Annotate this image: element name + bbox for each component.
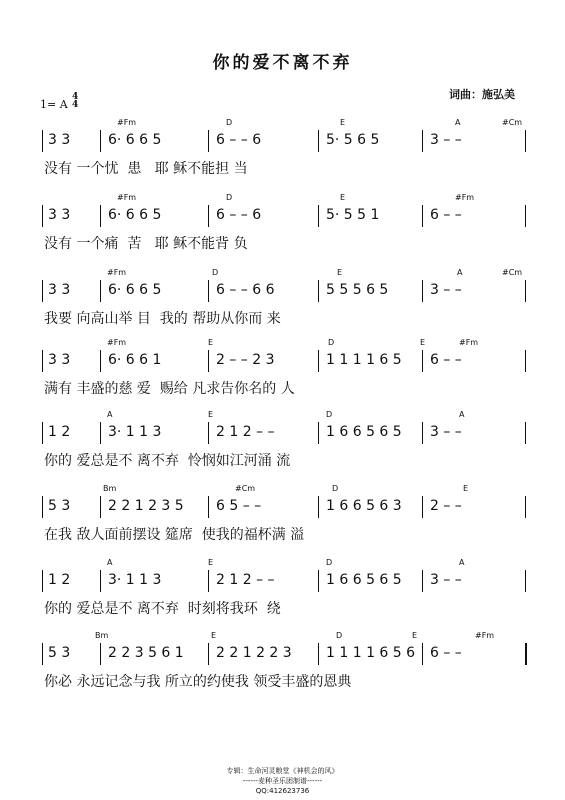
bar-line xyxy=(42,350,43,372)
bar-line xyxy=(422,205,423,227)
lyric-line: 在我 敌人面前摆设 筵席 使我的福杯满 溢 xyxy=(44,527,305,543)
chord-symbol: E xyxy=(211,631,217,640)
chord-symbol: E xyxy=(420,338,426,347)
bar-line xyxy=(208,570,209,592)
bar-line xyxy=(100,643,101,665)
bar-line xyxy=(100,496,101,518)
measure-notes: 2 – – 2 3 xyxy=(216,352,275,368)
chord-symbol: E xyxy=(340,193,346,202)
chord-symbol: E xyxy=(337,268,343,277)
composer-credit: 词曲：施弘美 xyxy=(449,88,515,101)
bar-line xyxy=(525,350,526,372)
chord-symbol: #Fm xyxy=(117,118,137,127)
bar-line xyxy=(318,643,319,665)
measure-notes: 1 1 1 1 6 5 xyxy=(326,352,402,368)
bar-line xyxy=(42,422,43,444)
measure-notes: 6 – – xyxy=(430,645,462,661)
measure-notes: 3 3 xyxy=(48,132,71,148)
measure-notes: 3 – – xyxy=(430,572,462,588)
measure-notes: 2 1 2 – – xyxy=(216,572,275,588)
measure-notes: 1 6 6 5 6 3 xyxy=(326,498,402,514)
measure-notes: 6 – – xyxy=(430,207,462,223)
time-signature-top: 4 xyxy=(72,92,79,102)
chord-symbol: #Fm xyxy=(475,631,495,640)
measure-notes: 6 – – 6 xyxy=(216,132,262,148)
chord-symbol: D xyxy=(226,193,233,202)
chord-symbol: D xyxy=(212,268,219,277)
bar-line xyxy=(208,643,209,665)
measure-notes: 3 3 xyxy=(48,352,71,368)
bar-line xyxy=(208,280,209,302)
footer-contact: QQ:412623736 xyxy=(255,787,310,795)
bar-line xyxy=(208,130,209,152)
bar-line xyxy=(42,130,43,152)
measure-notes: 6 – – xyxy=(430,352,462,368)
bar-line xyxy=(42,643,43,665)
bar-line xyxy=(318,570,319,592)
measure-notes: 3· 1 1 3 xyxy=(108,424,162,440)
chord-symbol: E xyxy=(340,118,346,127)
chord-symbol: Bm xyxy=(103,484,117,493)
bar-line xyxy=(318,496,319,518)
bar-line xyxy=(422,350,423,372)
measure-notes: 5 3 xyxy=(48,645,71,661)
chord-symbol: #Cm xyxy=(235,484,256,493)
measure-notes: 1 6 6 5 6 5 xyxy=(326,572,402,588)
bar-line xyxy=(100,205,101,227)
chord-symbol: E xyxy=(208,338,214,347)
measure-notes: 6· 6 6 5 xyxy=(108,282,162,298)
chord-symbol: E xyxy=(412,631,418,640)
bar-line xyxy=(100,422,101,444)
chord-symbol: D xyxy=(328,338,335,347)
bar-line xyxy=(208,205,209,227)
chord-symbol: #Fm xyxy=(107,338,127,347)
measure-notes: 3 – – xyxy=(430,132,462,148)
bar-line xyxy=(42,205,43,227)
footer-credit: ------麦种圣乐团制谱------ xyxy=(242,777,323,785)
bar-line xyxy=(208,350,209,372)
bar-line xyxy=(318,130,319,152)
bar-line xyxy=(525,205,526,227)
measure-notes: 6· 6 6 5 xyxy=(108,207,162,223)
bar-line xyxy=(525,280,526,302)
bar-line xyxy=(422,643,423,665)
bar-line xyxy=(100,350,101,372)
bar-line xyxy=(422,422,423,444)
time-signature xyxy=(72,93,78,109)
lyric-line: 你必 永远记念与我 所立的约使我 领受丰盛的恩典 xyxy=(44,674,352,690)
bar-line xyxy=(42,570,43,592)
lyric-line: 你的 爱总是不 离不弃 怜悯如江河涌 流 xyxy=(44,453,291,469)
measure-notes: 5· 5 6 5 xyxy=(326,132,380,148)
measure-notes: 3 3 xyxy=(48,282,71,298)
lyric-line: 满有 丰盛的慈 爱 赐给 凡求告你名的 人 xyxy=(44,381,295,397)
measure-notes: 1 6 6 5 6 5 xyxy=(326,424,402,440)
chord-symbol: #Fm xyxy=(107,268,127,277)
bar-line xyxy=(318,280,319,302)
chord-symbol: #Fm xyxy=(459,338,479,347)
chord-symbol: D xyxy=(332,484,339,493)
bar-line xyxy=(318,350,319,372)
measure-notes: 6· 6 6 1 xyxy=(108,352,162,368)
bar-line xyxy=(525,643,527,665)
chord-symbol: D xyxy=(326,410,333,419)
bar-line xyxy=(525,130,526,152)
bar-line xyxy=(208,422,209,444)
chord-symbol: A xyxy=(107,410,113,419)
measure-notes: 3 – – xyxy=(430,282,462,298)
bar-line xyxy=(100,280,101,302)
chord-symbol: #Fm xyxy=(117,193,137,202)
measure-notes: 5 3 xyxy=(48,498,71,514)
song-title: 你的爱不离不弃 xyxy=(212,53,353,73)
bar-line xyxy=(100,130,101,152)
bar-line xyxy=(422,570,423,592)
measure-notes: 2 2 1 2 3 5 xyxy=(108,498,184,514)
bar-line xyxy=(318,205,319,227)
measure-notes: 6 5 – – xyxy=(216,498,262,514)
chord-symbol: Bm xyxy=(95,631,109,640)
chord-symbol: E xyxy=(208,410,214,419)
measure-notes: 3 3 xyxy=(48,207,71,223)
bar-line xyxy=(422,130,423,152)
measure-notes: 3 – – xyxy=(430,424,462,440)
chord-symbol: D xyxy=(226,118,233,127)
measure-notes: 1 1 1 1 6 5 6 xyxy=(326,645,416,661)
lyric-line: 你的 爱总是不 离不弃 时刻将我环 绕 xyxy=(44,601,281,617)
bar-line xyxy=(208,496,209,518)
chord-symbol: #Fm xyxy=(455,193,475,202)
chord-symbol: A xyxy=(107,558,113,567)
lyric-line: 我要 向高山举 目 我的 帮助从你而 来 xyxy=(44,311,281,327)
chord-symbol: #Cm xyxy=(502,118,523,127)
measure-notes: 6 – – 6 6 xyxy=(216,282,275,298)
bar-line xyxy=(525,570,526,592)
bar-line xyxy=(525,422,526,444)
chord-symbol: D xyxy=(326,558,333,567)
bar-line xyxy=(42,280,43,302)
measure-notes: 2 – – xyxy=(430,498,462,514)
measure-notes: 6· 6 6 5 xyxy=(108,132,162,148)
chord-symbol: A xyxy=(457,268,463,277)
chord-symbol: D xyxy=(336,631,343,640)
bar-line xyxy=(422,496,423,518)
measure-notes: 2 1 2 – – xyxy=(216,424,275,440)
chord-symbol: E xyxy=(208,558,214,567)
chord-symbol: A xyxy=(459,558,465,567)
measure-notes: 5 5 5 6 5 xyxy=(326,282,389,298)
bar-line xyxy=(318,422,319,444)
footer-album: 专辑：生命河灵粮堂《神机会的风》 xyxy=(226,767,339,775)
bar-line xyxy=(422,280,423,302)
measure-notes: 3· 1 1 3 xyxy=(108,572,162,588)
chord-symbol: A xyxy=(455,118,461,127)
lyric-line: 没有 一个忧 患 耶 稣不能担 当 xyxy=(44,161,248,177)
measure-notes: 1 2 xyxy=(48,572,71,588)
chord-symbol: #Cm xyxy=(502,268,523,277)
measure-notes: 2 2 3 5 6 1 xyxy=(108,645,184,661)
chord-symbol: E xyxy=(463,484,469,493)
bar-line xyxy=(100,570,101,592)
bar-line xyxy=(525,496,526,518)
key-signature: 1= A xyxy=(40,98,68,111)
lyric-line: 没有 一个痛 苦 耶 稣不能背 负 xyxy=(44,236,248,252)
measure-notes: 6 – – 6 xyxy=(216,207,262,223)
bar-line xyxy=(42,496,43,518)
measure-notes: 2 2 1 2 2 3 xyxy=(216,645,292,661)
measure-notes: 1 2 xyxy=(48,424,71,440)
time-signature-bottom: 4 xyxy=(72,100,79,110)
measure-notes: 5· 5 5 1 xyxy=(326,207,380,223)
chord-symbol: A xyxy=(459,410,465,419)
